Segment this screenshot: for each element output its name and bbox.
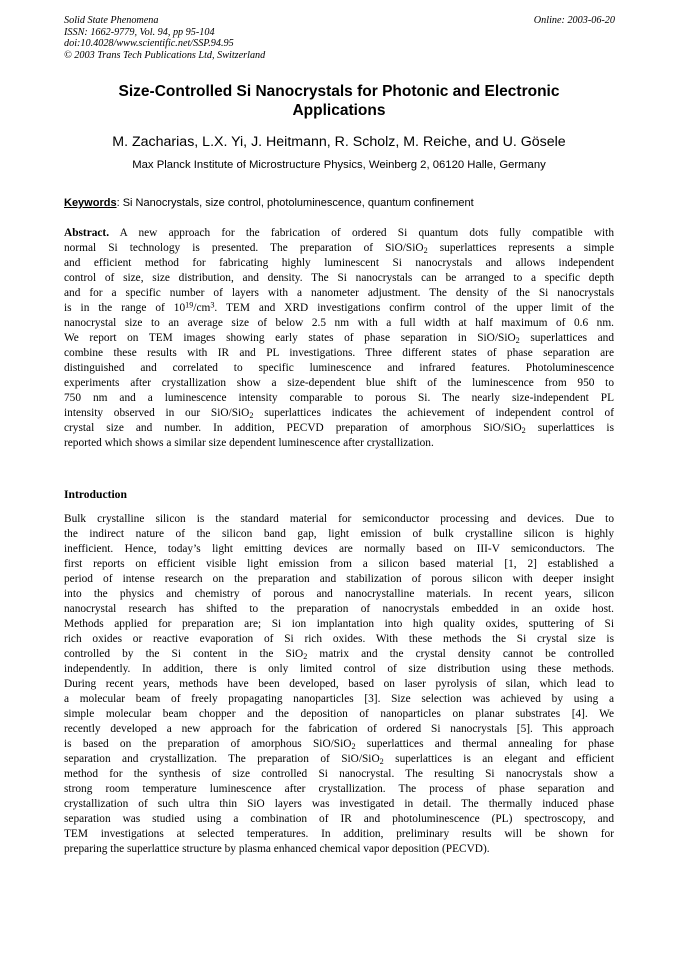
text-line xyxy=(64,421,614,436)
text-run: crystal size and number. In addition, PECVD preparation of amorphous SiO/SiO xyxy=(64,422,522,434)
text-run: We report on TEM images showing early states of phase separation in SiO/SiO xyxy=(64,332,516,344)
text-line xyxy=(64,812,614,827)
title-line-1: Size-Controlled Si Nanocrystals for Photonic and Electronic xyxy=(118,83,560,100)
text-line xyxy=(64,391,614,406)
text-run: is in the range of 10 xyxy=(64,302,186,314)
text-line xyxy=(64,827,614,842)
text-run: recently developed a new approach for the fabrication of ordered Si nanocrystals [5]. This approach xyxy=(64,723,614,735)
text-line xyxy=(64,677,614,692)
text-line xyxy=(64,737,614,752)
text-run: and efficient method for fabricating highly luminescent Si nanocrystals and allows independent xyxy=(64,257,614,269)
doi-line: doi:10.4028/www.scientific.net/SSP.94.95 xyxy=(64,38,234,49)
text-run: intensity observed in our SiO/SiO xyxy=(64,407,250,419)
text-line xyxy=(64,436,614,451)
text-run: separation and crystallization. The preparation of SiO/SiO xyxy=(64,753,380,765)
text-line xyxy=(64,842,614,857)
text-line xyxy=(64,316,614,331)
subscript: 2 xyxy=(515,336,520,346)
introduction-heading: Introduction xyxy=(64,488,127,501)
text-line xyxy=(64,512,614,527)
text-run: A new approach for the fabrication of ordered Si quantum dots fully compatible with xyxy=(109,227,614,239)
text-line xyxy=(64,722,614,737)
text-line xyxy=(64,602,614,617)
superscript: 19 xyxy=(185,300,194,310)
text-run: inefficient. Hence, today’s light emitting devices are normally based on III-V semiconductors. The xyxy=(64,543,614,555)
text-line xyxy=(64,797,614,812)
text-run: first reports on efficient visible light emission from a silicon based material [1, 2] established a xyxy=(64,558,614,570)
text-run: crystallization of such ultra thin SiO layers was investigated in detail. The thermally induced phase xyxy=(64,798,614,810)
text-run: distinguished and correlated to specific luminescence and infrared features. Photoluminescence xyxy=(64,362,614,374)
text-line xyxy=(64,376,614,391)
text-line xyxy=(64,632,614,647)
subscript: 2 xyxy=(521,426,526,436)
copyright-line: © 2003 Trans Tech Publications Ltd, Switzerland xyxy=(64,49,266,61)
subscript: 2 xyxy=(351,742,356,752)
text-line xyxy=(64,782,614,797)
text-run: simple molecular beam chopper and the deposition of nanoparticles on planar substrates [4]. We xyxy=(64,708,614,720)
text-run: controlled by the Si content in the SiO xyxy=(64,648,304,660)
abstract xyxy=(64,226,614,451)
text-line xyxy=(64,241,614,256)
keywords xyxy=(64,196,624,210)
text-line xyxy=(64,752,614,767)
text-line xyxy=(64,286,614,301)
text-run: superlattices and thermal annealing for phase xyxy=(355,738,614,750)
subscript: 2 xyxy=(303,652,308,662)
text-run: matrix and the crystal density cannot be controlled xyxy=(307,648,614,660)
text-run: rich oxides or reactive evaporation of Si rich oxides. With these methods the Si crystal size is xyxy=(64,633,614,645)
keywords-label: Keywords xyxy=(64,197,117,209)
text-run: superlattices is xyxy=(525,422,614,434)
journal-name: Solid State Phenomena xyxy=(64,15,159,26)
text-run: superlattices indicates the achievement of independent control of xyxy=(253,407,614,419)
text-run: /cm xyxy=(193,302,211,314)
text-line xyxy=(64,301,614,316)
text-line xyxy=(64,527,614,542)
text-run: preparing the superlattice structure by plasma enhanced chemical vapor deposition (PECVD). xyxy=(64,843,490,855)
text-line xyxy=(64,256,614,271)
text-run: separation was studied using a combination of IR and photoluminescence (PL) spectroscopy, and xyxy=(64,813,614,825)
subscript: 2 xyxy=(249,411,254,421)
subscript: 2 xyxy=(379,757,384,767)
issn-line: ISSN: 1662-9779, Vol. 94, pp 95-104 xyxy=(64,26,215,38)
text-line xyxy=(64,662,614,677)
text-run: reported which shows a similar size dependent luminescence after crystallization. xyxy=(64,437,434,449)
text-run: superlattices is an elegant and efficient xyxy=(383,753,614,765)
text-line xyxy=(64,346,614,361)
text-run: superlattices represents a simple xyxy=(427,242,615,254)
text-line xyxy=(64,692,614,707)
text-run: strong room temperature luminescence after crystallization. The process of phase separation and xyxy=(64,783,614,795)
keywords-text: : Si Nanocrystals, size control, photoluminescence, quantum confinement xyxy=(116,197,474,209)
text-line xyxy=(64,226,614,241)
text-run: Methods applied for preparation are; Si ion implantation into high quality oxides, sputtering of Si xyxy=(64,618,614,630)
text-run: control of size, size distribution, and density. The Si nanocrystals can be arranged to a specific depth xyxy=(64,272,614,284)
text-line xyxy=(64,271,614,286)
text-run: independently. In addition, there is only limited control of size distribution using these methods. xyxy=(64,663,614,675)
text-line xyxy=(64,406,614,421)
text-run: During recent years, methods have been developed, based on laser pyrolysis of silan, which lead to xyxy=(64,678,614,690)
paper-title xyxy=(64,82,614,120)
text-run: experiments after crystallization show a size-dependent blue shift of the luminescence from 950 to xyxy=(64,377,614,389)
online-date: Online: 2003-06-20 xyxy=(533,15,615,26)
text-run: Bulk crystalline silicon is the standard material for semiconductor processing and devices. Due to xyxy=(64,513,614,525)
text-line xyxy=(64,767,614,782)
text-run: the indirect nature of the silicon band gap, light emission of bulk crystalline silicon is highly xyxy=(64,528,614,540)
text-line xyxy=(64,647,614,662)
author-list: M. Zacharias, L.X. Yi, J. Heitmann, R. Scholz, M. Reiche, and U. Gösele xyxy=(112,134,566,150)
text-run: is based on the preparation of amorphous SiO/SiO xyxy=(64,738,352,750)
superscript: 3 xyxy=(210,300,215,310)
text-run: period of intense research on the preparation and stabilization of porous silicon with deeper insight xyxy=(64,573,614,585)
text-run: . TEM and XRD investigations confirm control of the upper limit of the xyxy=(214,302,614,314)
text-line xyxy=(64,617,614,632)
text-run: nanocrystal size to an average size of below 2.5 nm with a full width at half maximum of 0.6 nm. xyxy=(64,317,614,329)
text-line xyxy=(64,557,614,572)
text-line xyxy=(64,587,614,602)
text-run: a molecular beam of freely propagating nanoparticles [3]. Size selection was achieved by using a xyxy=(64,693,614,705)
text-line xyxy=(64,331,614,346)
subscript: 2 xyxy=(423,246,428,256)
text-run: and for a specific number of layers with a nanometer adjustment. The density of the Si nanocrystals xyxy=(64,287,614,299)
text-line xyxy=(64,707,614,722)
text-run: superlattices and xyxy=(519,332,614,344)
text-line xyxy=(64,572,614,587)
text-run: TEM investigations at selected temperatures. In addition, preliminary results will be shown for xyxy=(64,828,614,840)
text-run: normal Si technology is presented. The preparation of SiO/SiO xyxy=(64,242,424,254)
text-line xyxy=(64,542,614,557)
text-run: combine these results with IR and PL investigations. Three different states of phase separation are xyxy=(64,347,614,359)
text-line xyxy=(64,361,614,376)
text-run: into the physics and chemistry of porous and nanocrystalline materials. In recent years, silicon xyxy=(64,588,614,600)
journal-header xyxy=(64,15,265,61)
text-run: 750 nm and a luminescence intensity comparable to porous Si. The nearly size-independent PL xyxy=(64,392,614,404)
abstract-label: Abstract. xyxy=(64,227,110,239)
text-run: nanocrystal research has shifted to the preparation of nanocrystals embedded in an oxide host. xyxy=(64,603,614,615)
affiliation: Max Planck Institute of Microstructure Physics, Weinberg 2, 06120 Halle, Germany xyxy=(132,159,546,171)
introduction-body xyxy=(64,512,614,857)
text-run: method for the synthesis of size controlled Si nanocrystal. The resulting Si nanocrystals show a xyxy=(64,768,614,780)
title-line-2: Applications xyxy=(292,102,386,119)
